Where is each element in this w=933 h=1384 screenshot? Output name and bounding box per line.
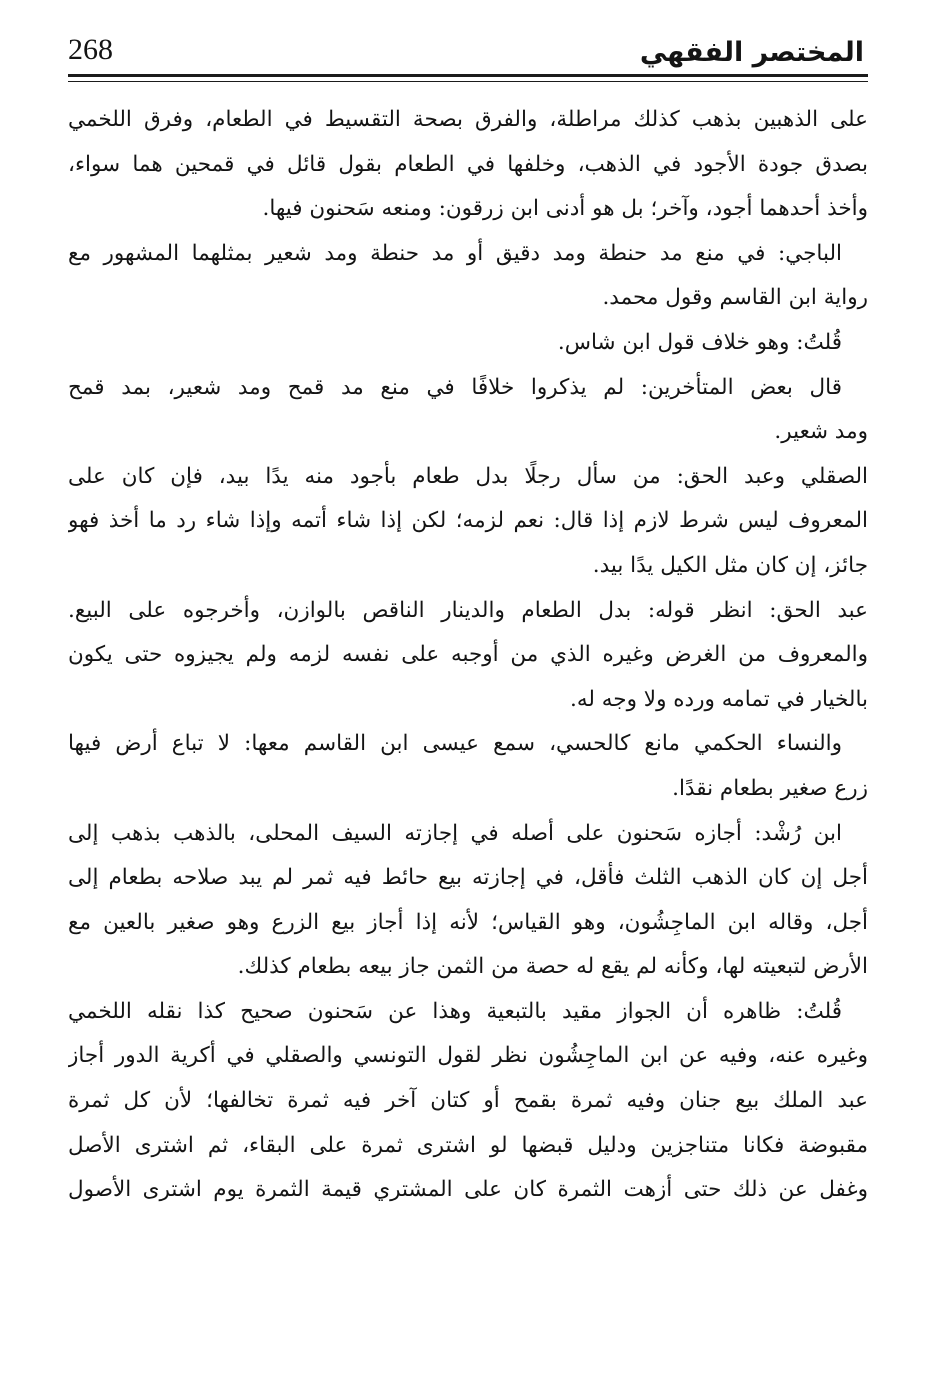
text-line: ومد شعير.: [774, 419, 868, 445]
text-line: مقبوضة فكانا متناجزين ودليل قبضها لو اشترى ثمرة على البقاء، ثم اشترى الأصل: [68, 1132, 868, 1158]
text-line: وغيره عنه، وفيه عن ابن الماجِشُون نظر لقول التونسي والصقلي في أكرية الدور أجاز: [68, 1043, 868, 1069]
page-number: 268: [68, 33, 113, 66]
text-line: المعروف ليس شرط لازم إذا قال: نعم لزمه؛ لكن إذا شاء أتمه وإذا شاء رد ما أخذ فهو: [68, 508, 868, 534]
header-rule-thick: [68, 74, 868, 77]
text-line: الأرض لتبعيته لها، وكأنه لم يقع له حصة من الثمن جاز بيعه بطعام كذلك.: [237, 954, 868, 980]
text-line: زرع صغير بطعام نقدًا.: [672, 775, 868, 801]
text-line: والمعروف من الغرض وغيره الذي من أوجبه على نفسه لزمه ولم يجيزوه حتى يكون: [68, 642, 868, 668]
text-line: عبد الملك بيع جنان وفيه ثمرة بقمح أو كتان آخر فيه ثمرة تخالفها؛ لأن كل ثمرة: [68, 1088, 868, 1114]
text-line: أجل، وقاله ابن الماجِشُون، وهو القياس؛ لأنه إذا أجاز بيع الزرع وهو صغير بالعين مع: [68, 909, 868, 935]
text-line: وغفل عن ذلك حتى أزهت الثمرة كان على المشتري قيمة الثمرة يوم اشترى الأصول: [68, 1177, 868, 1203]
text-line: بصدق جودة الأجود في الذهب، وخلفها في الطعام بقول قائل في قمحين هما سواء،: [68, 151, 868, 177]
text-line: قال بعض المتأخرين: لم يذكروا خلافًا في منع مد قمح ومد شعير، بمد قمح: [68, 374, 842, 400]
text-line: والنساء الحكمي مانع كالحسي، سمع عيسى ابن القاسم معها: لا تباع أرض فيها: [68, 731, 842, 757]
text-line: جائز، إن كان مثل الكيل يدًا بيد.: [592, 552, 868, 578]
text-line: بالخيار في تمامه ورده ولا وجه له.: [570, 686, 868, 712]
text-line: قُلتُ: ظاهره أن الجواز مقيد بالتبعية وهذا عن سَحنون صحيح كذا نقله اللخمي: [68, 998, 842, 1024]
running-head-title: المختصر الفقهي: [639, 37, 864, 68]
header-rule-thin: [68, 81, 868, 82]
text-line: ابن رُشْد: أجازه سَحنون على أصله في إجازته السيف المحلى، بالذهب بذهب إلى: [68, 820, 842, 846]
text-line: رواية ابن القاسم وقول محمد.: [602, 285, 868, 311]
page-header: [68, 26, 868, 76]
text-line: قُلتُ: وهو خلاف قول ابن شاس.: [557, 329, 842, 355]
book-page: [68, 26, 868, 1356]
text-line: الباجي: في منع مد حنطة ومد دقيق أو مد حنطة ومد شعير بمثلهما المشهور مع: [68, 240, 842, 266]
text-line: عبد الحق: انظر قوله: بدل الطعام والدينار الناقص بالوازن، وأخرجوه على البيع.: [68, 597, 868, 623]
text-line: على الذهبين بذهب كذلك مراطلة، والفرق بصحة التقسيط في الطعام، وفرق اللخمي: [68, 107, 868, 132]
text-line: أجل إن كان الذهب الثلث فأقل، في إجازته بيع حائط فيه ثمر لم يبد صلاحه بطعام إلى: [68, 865, 868, 891]
text-line: وأخذ أحدهما أجود، وآخر؛ بل هو أدنى ابن زرقون: ومنعه سَحنون فيها.: [262, 196, 868, 222]
text-line: الصقلي وعبد الحق: من سأل رجلًا بدل طعام بأجود منه يدًا بيد، فإن كان على: [68, 463, 868, 489]
body-text: [68, 98, 868, 1213]
